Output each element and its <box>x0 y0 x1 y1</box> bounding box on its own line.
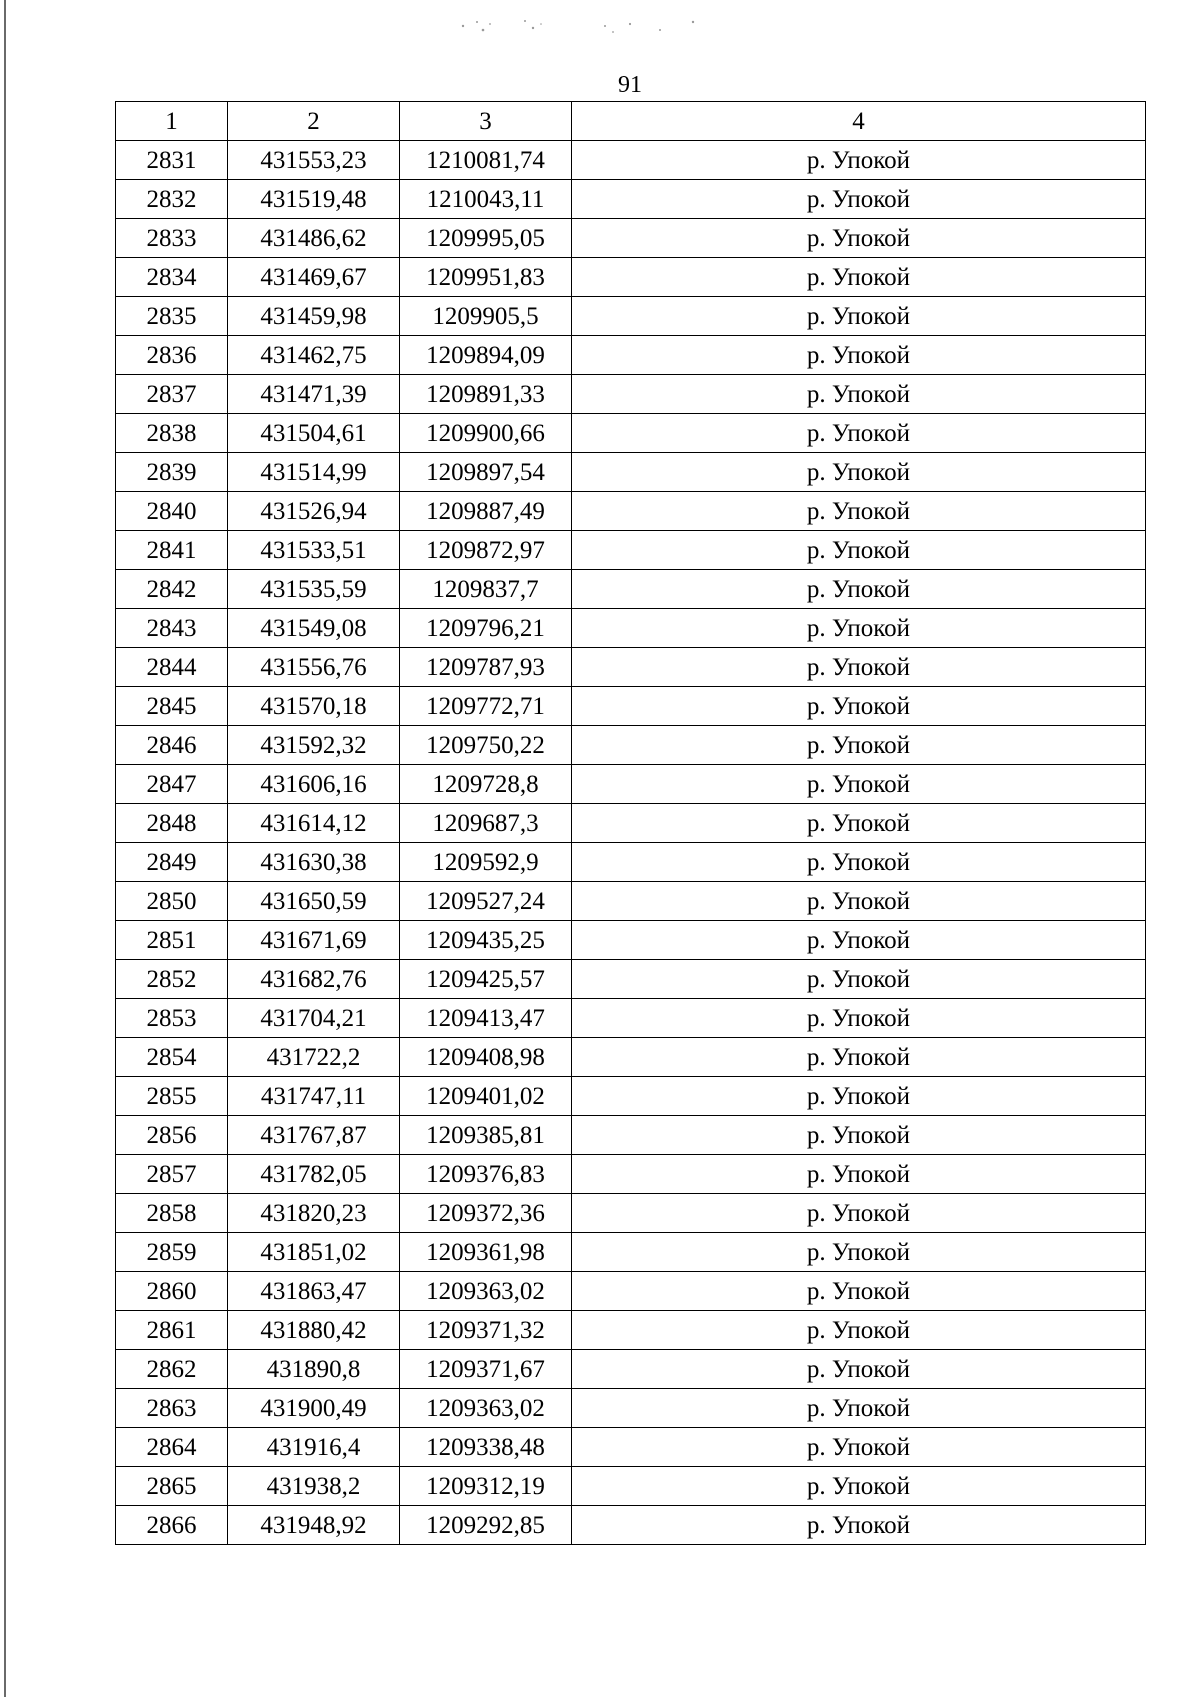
table-row <box>116 1233 1146 1272</box>
description-cell: р. Упокой <box>572 843 1146 882</box>
table-row <box>116 219 1146 258</box>
table-row <box>116 1389 1146 1428</box>
header-cell-col-2: 2 <box>228 102 400 141</box>
point-number-cell: 2836 <box>116 336 228 375</box>
description-cell: р. Упокой <box>572 1506 1146 1545</box>
point-number-cell: 2831 <box>116 141 228 180</box>
description-cell: р. Упокой <box>572 648 1146 687</box>
point-number-cell: 2839 <box>116 453 228 492</box>
x-coordinate-cell: 431526,94 <box>228 492 400 531</box>
y-coordinate-cell: 1209312,19 <box>400 1467 572 1506</box>
y-coordinate-cell: 1209425,57 <box>400 960 572 999</box>
table-row <box>116 1272 1146 1311</box>
table-row <box>116 1428 1146 1467</box>
point-number-cell: 2845 <box>116 687 228 726</box>
y-coordinate-cell: 1209363,02 <box>400 1389 572 1428</box>
table-row <box>116 687 1146 726</box>
table-row <box>116 999 1146 1038</box>
x-coordinate-cell: 431900,49 <box>228 1389 400 1428</box>
description-cell: р. Упокой <box>572 882 1146 921</box>
y-coordinate-cell: 1209292,85 <box>400 1506 572 1545</box>
y-coordinate-cell: 1209687,3 <box>400 804 572 843</box>
point-number-cell: 2838 <box>116 414 228 453</box>
x-coordinate-cell: 431782,05 <box>228 1155 400 1194</box>
table-row <box>116 843 1146 882</box>
point-number-cell: 2833 <box>116 219 228 258</box>
table-row <box>116 726 1146 765</box>
x-coordinate-cell: 431519,48 <box>228 180 400 219</box>
point-number-cell: 2850 <box>116 882 228 921</box>
table-row <box>116 1116 1146 1155</box>
point-number-cell: 2853 <box>116 999 228 1038</box>
y-coordinate-cell: 1209401,02 <box>400 1077 572 1116</box>
y-coordinate-cell: 1209371,32 <box>400 1311 572 1350</box>
x-coordinate-cell: 431671,69 <box>228 921 400 960</box>
point-number-cell: 2844 <box>116 648 228 687</box>
y-coordinate-cell: 1209951,83 <box>400 258 572 297</box>
point-number-cell: 2865 <box>116 1467 228 1506</box>
description-cell: р. Упокой <box>572 1077 1146 1116</box>
description-cell: р. Упокой <box>572 1272 1146 1311</box>
description-cell: р. Упокой <box>572 180 1146 219</box>
x-coordinate-cell: 431767,87 <box>228 1116 400 1155</box>
y-coordinate-cell: 1209995,05 <box>400 219 572 258</box>
description-cell: р. Упокой <box>572 453 1146 492</box>
table-row <box>116 1350 1146 1389</box>
x-coordinate-cell: 431851,02 <box>228 1233 400 1272</box>
table-row <box>116 1467 1146 1506</box>
description-cell: р. Упокой <box>572 609 1146 648</box>
description-cell: р. Упокой <box>572 1389 1146 1428</box>
point-number-cell: 2852 <box>116 960 228 999</box>
table-row <box>116 882 1146 921</box>
y-coordinate-cell: 1209376,83 <box>400 1155 572 1194</box>
x-coordinate-cell: 431535,59 <box>228 570 400 609</box>
point-number-cell: 2866 <box>116 1506 228 1545</box>
x-coordinate-cell: 431880,42 <box>228 1311 400 1350</box>
description-cell: р. Упокой <box>572 258 1146 297</box>
x-coordinate-cell: 431890,8 <box>228 1350 400 1389</box>
x-coordinate-cell: 431549,08 <box>228 609 400 648</box>
point-number-cell: 2860 <box>116 1272 228 1311</box>
table-row <box>116 921 1146 960</box>
y-coordinate-cell: 1209527,24 <box>400 882 572 921</box>
x-coordinate-cell: 431747,11 <box>228 1077 400 1116</box>
point-number-cell: 2864 <box>116 1428 228 1467</box>
y-coordinate-cell: 1209750,22 <box>400 726 572 765</box>
description-cell: р. Упокой <box>572 726 1146 765</box>
x-coordinate-cell: 431948,92 <box>228 1506 400 1545</box>
y-coordinate-cell: 1209837,7 <box>400 570 572 609</box>
y-coordinate-cell: 1209363,02 <box>400 1272 572 1311</box>
table-row <box>116 1038 1146 1077</box>
y-coordinate-cell: 1209728,8 <box>400 765 572 804</box>
x-coordinate-cell: 431533,51 <box>228 531 400 570</box>
table-row <box>116 531 1146 570</box>
description-cell: р. Упокой <box>572 765 1146 804</box>
point-number-cell: 2854 <box>116 1038 228 1077</box>
description-cell: р. Упокой <box>572 921 1146 960</box>
table-header-row <box>116 102 1146 141</box>
table-row <box>116 1155 1146 1194</box>
scan-noise-marks <box>455 12 705 42</box>
table-row <box>116 453 1146 492</box>
description-cell: р. Упокой <box>572 1350 1146 1389</box>
y-coordinate-cell: 1210043,11 <box>400 180 572 219</box>
table-row <box>116 180 1146 219</box>
point-number-cell: 2843 <box>116 609 228 648</box>
table-row <box>116 804 1146 843</box>
point-number-cell: 2846 <box>116 726 228 765</box>
point-number-cell: 2832 <box>116 180 228 219</box>
y-coordinate-cell: 1209413,47 <box>400 999 572 1038</box>
description-cell: р. Упокой <box>572 336 1146 375</box>
x-coordinate-cell: 431592,32 <box>228 726 400 765</box>
description-cell: р. Упокой <box>572 1428 1146 1467</box>
x-coordinate-cell: 431553,23 <box>228 141 400 180</box>
x-coordinate-cell: 431820,23 <box>228 1194 400 1233</box>
description-cell: р. Упокой <box>572 1155 1146 1194</box>
point-number-cell: 2847 <box>116 765 228 804</box>
point-number-cell: 2851 <box>116 921 228 960</box>
description-cell: р. Упокой <box>572 141 1146 180</box>
description-cell: р. Упокой <box>572 687 1146 726</box>
header-cell-col-1: 1 <box>116 102 228 141</box>
y-coordinate-cell: 1209772,71 <box>400 687 572 726</box>
point-number-cell: 2842 <box>116 570 228 609</box>
x-coordinate-cell: 431863,47 <box>228 1272 400 1311</box>
table-row <box>116 765 1146 804</box>
x-coordinate-cell: 431938,2 <box>228 1467 400 1506</box>
scan-left-edge <box>4 0 6 1697</box>
point-number-cell: 2862 <box>116 1350 228 1389</box>
table-row <box>116 258 1146 297</box>
coordinates-table <box>115 101 1146 1545</box>
table-row <box>116 375 1146 414</box>
description-cell: р. Упокой <box>572 999 1146 1038</box>
y-coordinate-cell: 1209787,93 <box>400 648 572 687</box>
description-cell: р. Упокой <box>572 804 1146 843</box>
table-row <box>116 1311 1146 1350</box>
point-number-cell: 2857 <box>116 1155 228 1194</box>
y-coordinate-cell: 1209897,54 <box>400 453 572 492</box>
y-coordinate-cell: 1209891,33 <box>400 375 572 414</box>
table-body <box>116 141 1146 1545</box>
description-cell: р. Упокой <box>572 492 1146 531</box>
description-cell: р. Упокой <box>572 1233 1146 1272</box>
point-number-cell: 2834 <box>116 258 228 297</box>
table-row <box>116 141 1146 180</box>
x-coordinate-cell: 431514,99 <box>228 453 400 492</box>
table-row <box>116 960 1146 999</box>
description-cell: р. Упокой <box>572 219 1146 258</box>
x-coordinate-cell: 431630,38 <box>228 843 400 882</box>
description-cell: р. Упокой <box>572 531 1146 570</box>
table-row <box>116 1077 1146 1116</box>
page-number: 91 <box>618 72 642 98</box>
x-coordinate-cell: 431459,98 <box>228 297 400 336</box>
y-coordinate-cell: 1209361,98 <box>400 1233 572 1272</box>
description-cell: р. Упокой <box>572 570 1146 609</box>
y-coordinate-cell: 1209338,48 <box>400 1428 572 1467</box>
table-row <box>116 609 1146 648</box>
x-coordinate-cell: 431916,4 <box>228 1428 400 1467</box>
description-cell: р. Упокой <box>572 297 1146 336</box>
table-row <box>116 492 1146 531</box>
description-cell: р. Упокой <box>572 1038 1146 1077</box>
y-coordinate-cell: 1209592,9 <box>400 843 572 882</box>
table-row <box>116 297 1146 336</box>
table-row <box>116 1194 1146 1233</box>
point-number-cell: 2840 <box>116 492 228 531</box>
x-coordinate-cell: 431570,18 <box>228 687 400 726</box>
table-row <box>116 336 1146 375</box>
description-cell: р. Упокой <box>572 1116 1146 1155</box>
description-cell: р. Упокой <box>572 960 1146 999</box>
x-coordinate-cell: 431650,59 <box>228 882 400 921</box>
y-coordinate-cell: 1209796,21 <box>400 609 572 648</box>
y-coordinate-cell: 1209900,66 <box>400 414 572 453</box>
header-cell-col-4: 4 <box>572 102 1146 141</box>
point-number-cell: 2856 <box>116 1116 228 1155</box>
x-coordinate-cell: 431704,21 <box>228 999 400 1038</box>
y-coordinate-cell: 1209905,5 <box>400 297 572 336</box>
description-cell: р. Упокой <box>572 1311 1146 1350</box>
y-coordinate-cell: 1210081,74 <box>400 141 572 180</box>
x-coordinate-cell: 431606,16 <box>228 765 400 804</box>
table-row <box>116 648 1146 687</box>
header-cell-col-3: 3 <box>400 102 572 141</box>
x-coordinate-cell: 431469,67 <box>228 258 400 297</box>
table-row <box>116 570 1146 609</box>
description-cell: р. Упокой <box>572 375 1146 414</box>
x-coordinate-cell: 431471,39 <box>228 375 400 414</box>
x-coordinate-cell: 431504,61 <box>228 414 400 453</box>
point-number-cell: 2863 <box>116 1389 228 1428</box>
y-coordinate-cell: 1209372,36 <box>400 1194 572 1233</box>
x-coordinate-cell: 431614,12 <box>228 804 400 843</box>
point-number-cell: 2855 <box>116 1077 228 1116</box>
x-coordinate-cell: 431462,75 <box>228 336 400 375</box>
point-number-cell: 2837 <box>116 375 228 414</box>
point-number-cell: 2841 <box>116 531 228 570</box>
description-cell: р. Упокой <box>572 414 1146 453</box>
y-coordinate-cell: 1209385,81 <box>400 1116 572 1155</box>
x-coordinate-cell: 431486,62 <box>228 219 400 258</box>
x-coordinate-cell: 431556,76 <box>228 648 400 687</box>
table-row <box>116 1506 1146 1545</box>
point-number-cell: 2835 <box>116 297 228 336</box>
point-number-cell: 2861 <box>116 1311 228 1350</box>
point-number-cell: 2859 <box>116 1233 228 1272</box>
y-coordinate-cell: 1209435,25 <box>400 921 572 960</box>
y-coordinate-cell: 1209872,97 <box>400 531 572 570</box>
x-coordinate-cell: 431682,76 <box>228 960 400 999</box>
y-coordinate-cell: 1209894,09 <box>400 336 572 375</box>
description-cell: р. Упокой <box>572 1467 1146 1506</box>
point-number-cell: 2849 <box>116 843 228 882</box>
y-coordinate-cell: 1209887,49 <box>400 492 572 531</box>
y-coordinate-cell: 1209408,98 <box>400 1038 572 1077</box>
point-number-cell: 2848 <box>116 804 228 843</box>
x-coordinate-cell: 431722,2 <box>228 1038 400 1077</box>
point-number-cell: 2858 <box>116 1194 228 1233</box>
y-coordinate-cell: 1209371,67 <box>400 1350 572 1389</box>
description-cell: р. Упокой <box>572 1194 1146 1233</box>
table-row <box>116 414 1146 453</box>
